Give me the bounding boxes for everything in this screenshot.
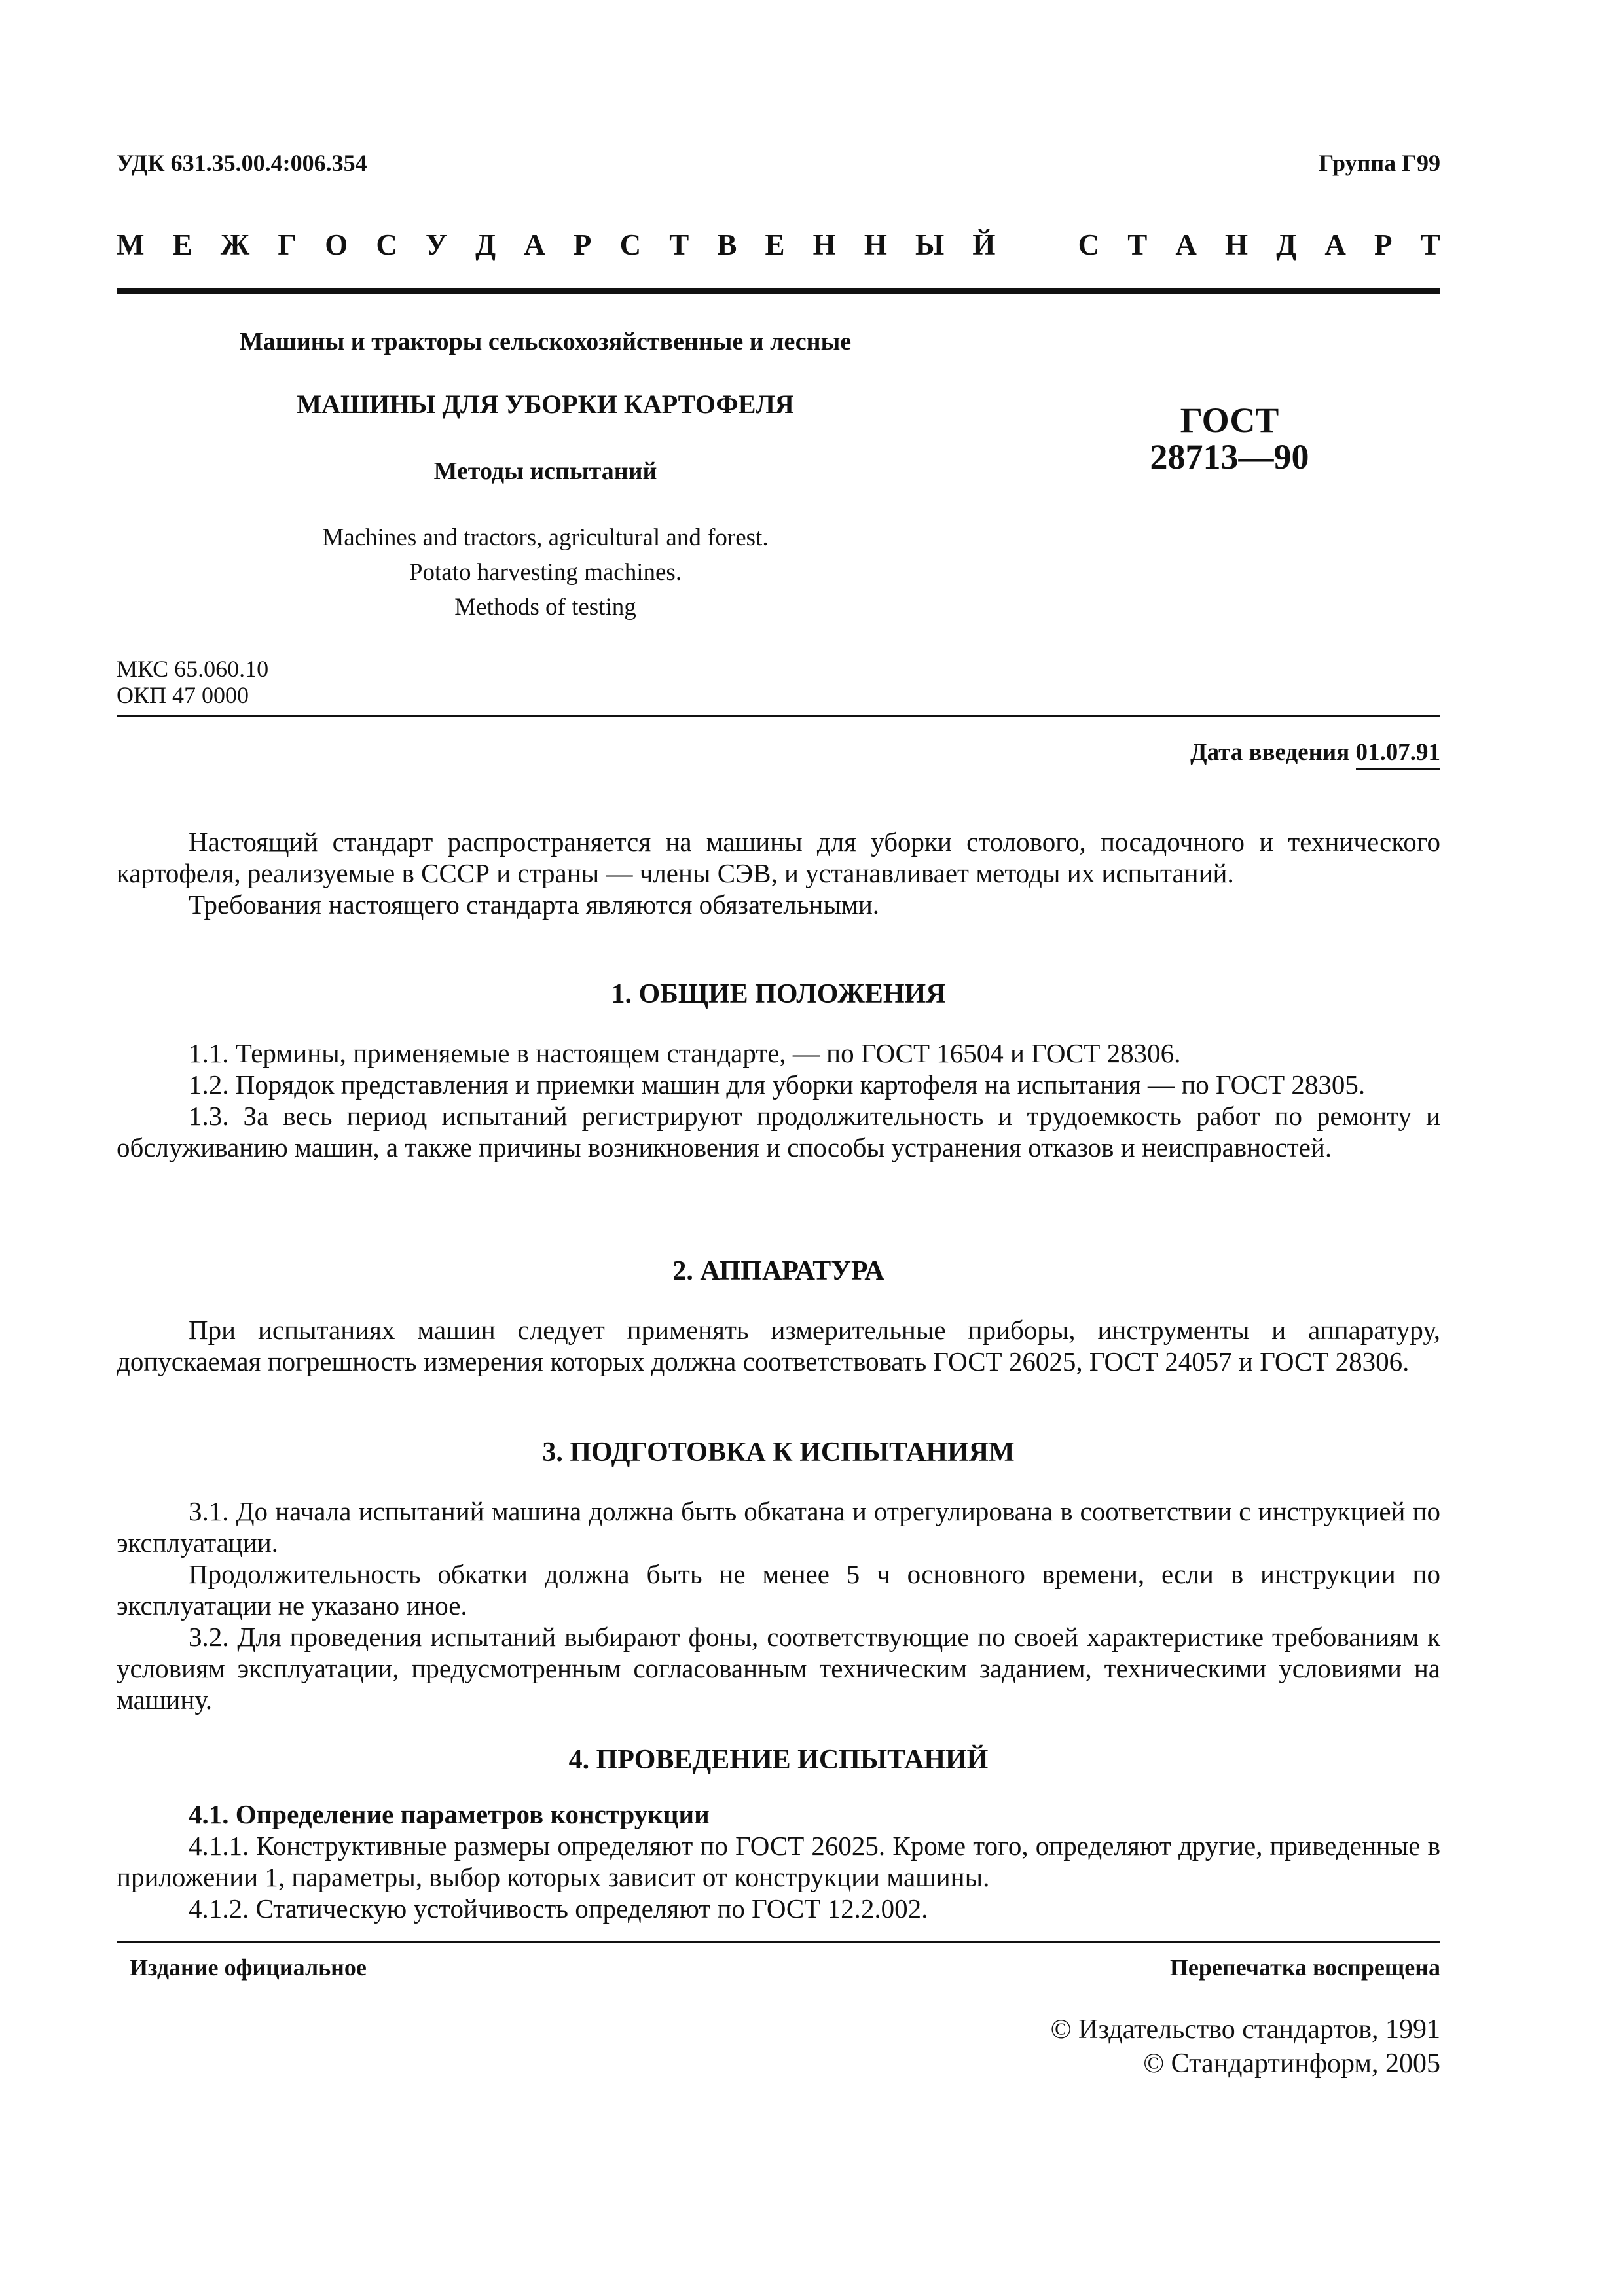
english-line-3: Methods of testing [454,594,636,620]
banner-letter: Д [475,228,496,261]
banner-letter: Е [765,228,785,261]
banner-letter: С [1078,228,1100,261]
banner-letter: Г [278,228,297,261]
date-label: Дата введения [1190,739,1350,766]
section-heading: 3. ПОДГОТОВКА К ИСПЫТАНИЯМ [542,1437,1015,1467]
title-main: МАШИНЫ ДЛЯ УБОРКИ КАРТОФЕЛЯ [297,389,794,419]
banner-letter: Ж [220,228,250,261]
gost-label: ГОСТ [1180,401,1279,440]
introduction-date [1190,738,1440,766]
banner-letter: Д [1276,228,1297,261]
banner-letter: Н [864,228,887,261]
footer-divider [117,1941,1440,1943]
paragraph: 1.1. Термины, применяемые в настоящем стандарте, — по ГОСТ 16504 и ГОСТ 28306. [189,1038,1181,1068]
banner-letter: В [717,228,737,261]
banner-letter: М [117,228,145,261]
banner-letter: С [376,228,397,261]
banner-letter: А [524,228,545,261]
intro-block [117,826,1440,920]
gost-number [1099,402,1360,475]
banner-letter: С [619,228,642,261]
official-edition-note: Издание официальное [130,1954,367,1981]
banner-letter: Н [812,228,836,261]
title-english [117,520,974,624]
section-3-body [117,1496,1440,1715]
title-subtitle: Методы испытаний [433,457,657,485]
copyright-line-2: © Стандартинформ, 2005 [1143,2049,1440,2079]
reprint-prohibited-note: Перепечатка воспрещена [1169,1954,1440,1981]
okp-code: ОКП 47 0000 [117,682,249,708]
banner-letter: А [1175,228,1197,261]
paragraph: 3.2. Для проведения испытаний выбирают фоны, соответствующие по своей характеристике требованиям к условиям эксплуатации, предусмотренным согласованным техническим заданием, техническими условиями на машину. [117,1622,1440,1715]
banner-word-gap [1023,228,1049,262]
codes-divider [117,715,1440,717]
banner-letter: Р [1374,228,1393,261]
document-page [117,0,1440,2296]
paragraph: Продолжительность обкатки должна быть не менее 5 ч основного времени, если в инструкции по эксплуатации не указано иное. [117,1559,1440,1621]
copyright-line-1: © Издательство стандартов, 1991 [1050,2015,1440,2045]
paragraph: 4.1.2. Статическую устойчивость определяют по ГОСТ 12.2.002. [189,1893,928,1924]
header-divider [117,288,1440,294]
udk-code: УДК 631.35.00.4:006.354 [117,150,367,176]
section-4-body [117,1799,1440,1924]
paragraph: 1.2. Порядок представления и приемки машин для уборки картофеля на испытания — по ГОСТ 28305. [189,1069,1366,1100]
section-1-body [117,1037,1440,1163]
interstate-standard-banner [117,228,1440,262]
paragraph: 1.3. За весь период испытаний регистрируют продолжительность и трудоемкость работ по ремонту и обслуживанию машин, а также причины возникновения и способы устранения отказов и неисправностей. [117,1101,1440,1162]
section-2 [117,1255,1440,1287]
group-code: Группа Г99 [1319,150,1440,176]
section-2-body [117,1314,1440,1377]
banner-letter: Т [669,228,689,261]
paragraph: 3.1. До начала испытаний машина должна быть обкатана и отрегулирована в соответствии с инструкцией по эксплуатации. [117,1496,1440,1558]
banner-letter: Е [172,228,192,261]
section-1 [117,978,1440,1010]
banner-letter: О [325,228,348,261]
section-heading: 4. ПРОВЕДЕНИЕ ИСПЫТАНИЙ [568,1745,989,1775]
banner-letter: Ы [915,228,945,261]
banner-letter: Т [1420,228,1440,261]
banner-letter: Н [1225,228,1249,261]
english-line-2: Potato harvesting machines. [409,559,682,586]
section-3 [117,1437,1440,1468]
section-heading: 2. АППАРАТУРА [672,1256,884,1286]
banner-letter: Т [1127,228,1148,261]
gost-designation: 28713—90 [1150,437,1309,476]
banner-letter: А [1324,228,1346,261]
banner-letter: У [426,228,448,261]
banner-letter: Р [573,228,592,261]
subsection-heading: 4.1. Определение параметров конструкции [189,1799,710,1829]
date-value: 01.07.91 [1356,739,1441,770]
english-line-1: Machines and tractors, agricultural and forest. [322,524,769,551]
mks-code: МКС 65.060.10 [117,656,269,682]
intro-paragraph: Настоящий стандарт распространяется на машины для уборки столового, посадочного и технического картофеля, реализуемые в СССР и страны — члены СЭВ, и устанавливает методы их испытаний. [117,827,1440,888]
intro-paragraph: Требования настоящего стандарта являются обязательными. [189,889,880,920]
paragraph: 4.1.1. Конструктивные размеры определяют по ГОСТ 26025. Кроме того, определяют другие, приведенные в приложении 1, параметры, выбор которых зависит от конструкции машины. [117,1831,1440,1892]
section-heading: 1. ОБЩИЕ ПОЛОЖЕНИЯ [611,979,946,1009]
copyright-block [1051,2013,1440,2081]
classification-codes [117,656,268,708]
paragraph: При испытаниях машин следует применять измерительные приборы, инструменты и аппаратуру, допускаемая погрешность измерения которых должна соответствовать ГОСТ 26025, ГОСТ 24057 и ГОСТ 28306. [117,1315,1440,1376]
section-4 [117,1744,1440,1776]
banner-letter: Й [972,228,996,261]
title-category: Машины и тракторы сельскохозяйственные и лесные [239,328,852,355]
